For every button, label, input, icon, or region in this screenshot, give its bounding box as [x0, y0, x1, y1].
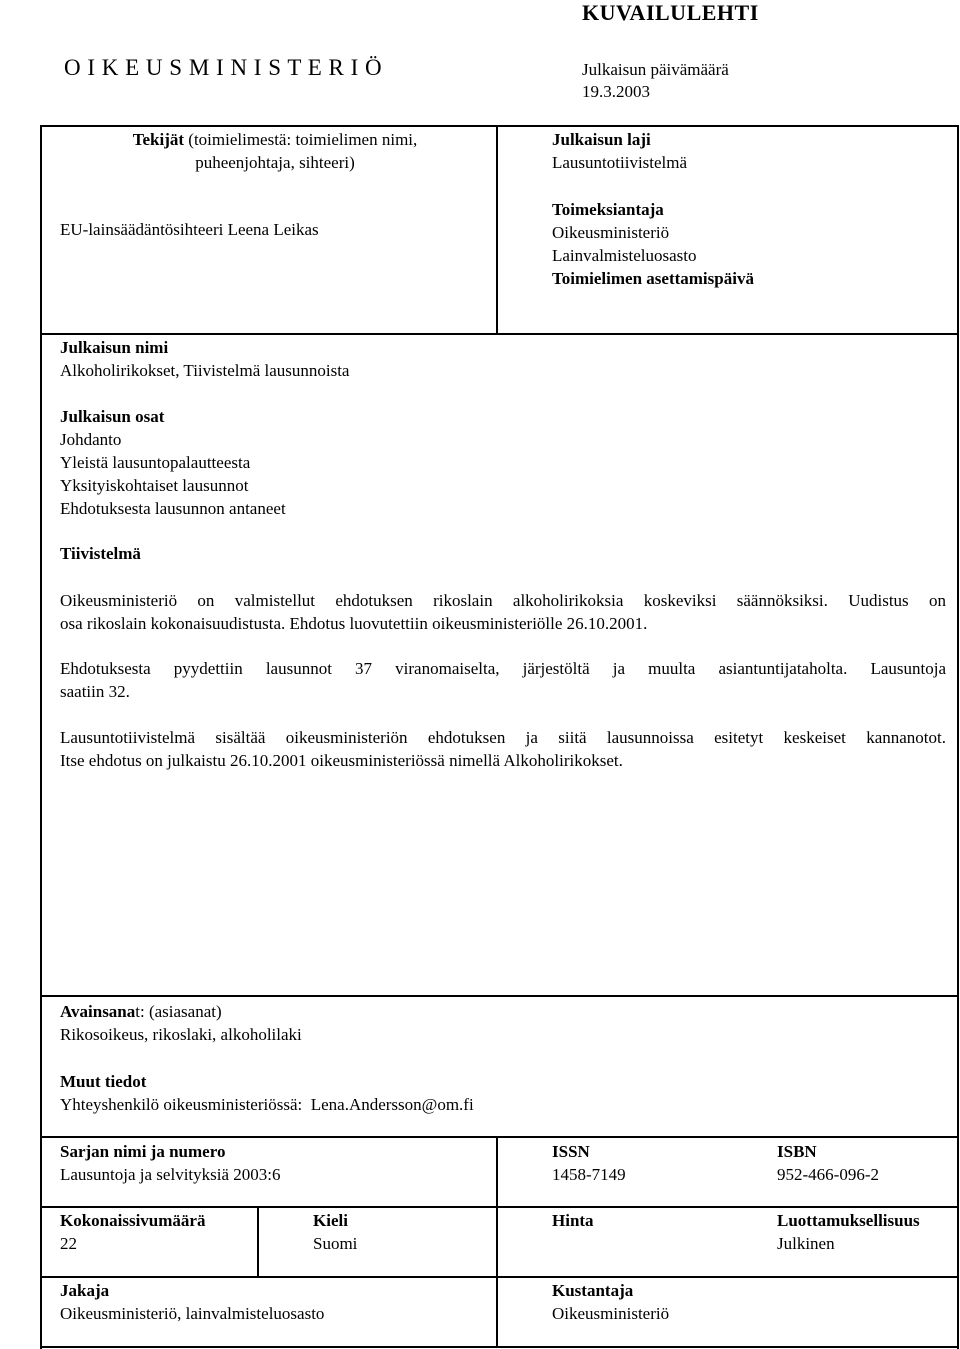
- publication-part-item: Johdanto: [60, 430, 122, 449]
- ministry-name: O I K E U S M I N I S T E R I Ö: [64, 55, 383, 80]
- isbn-label: ISBN: [777, 1142, 817, 1161]
- publication-name-label: Julkaisun nimi: [60, 338, 169, 357]
- publication-part-item: Yleistä lausuntopalautteesta: [60, 453, 251, 472]
- form-title: KUVAILULEHTI: [582, 0, 759, 25]
- right-border: [957, 125, 959, 1349]
- publication-type-value: Lausuntotiivistelmä: [552, 153, 688, 172]
- distributor-value: Oikeusministeriö, lainvalmisteluosasto: [60, 1304, 325, 1323]
- right-top-border: [496, 125, 958, 127]
- publisher-value: Oikeusministeriö: [552, 1304, 670, 1323]
- commissioner-line2: Lainvalmisteluosasto: [552, 246, 697, 265]
- publication-parts-block: [60, 405, 286, 520]
- publication-name-value: Alkoholirikokset, Tiivistelmä lausunnoista: [60, 361, 350, 380]
- distributor-cell: [60, 1279, 324, 1325]
- summary-p1-line2: osa rikoslain kokonaisuudistusta. Ehdotus luovutettiin oikeusministeriölle 26.10.2001.: [60, 614, 648, 633]
- authors-value: EU-lainsäädäntösihteeri Leena Leikas: [60, 220, 319, 239]
- commissioner-line1: Oikeusministeriö: [552, 223, 670, 242]
- price-label: Hinta: [552, 1211, 594, 1230]
- header-bottom-border: [40, 333, 958, 335]
- appointment-date-label: Toimielimen asettamispäivä: [552, 269, 754, 288]
- publication-date: 19.3.2003: [582, 82, 650, 101]
- publication-type-label: Julkaisun laji: [552, 130, 651, 149]
- summary-p2-line1: Ehdotuksesta pyydettiin lausunnot 37 viranomaiselta, järjestöltä ja muulta asiantuntijataholta. Lausuntoja: [60, 659, 946, 678]
- confidentiality-value: Julkinen: [777, 1234, 835, 1253]
- publication-date-label: Julkaisun päivämäärä: [582, 60, 729, 79]
- keywords-block: [60, 1000, 302, 1046]
- series-bottom-border: [40, 1206, 958, 1208]
- other-info-value: Yhteyshenkilö oikeusministeriössä: Lena.Andersson@om.fi: [60, 1095, 474, 1114]
- price-cell: [552, 1209, 594, 1232]
- issn-cell: [552, 1140, 626, 1186]
- authors-label-bold: Tekijät: [132, 130, 185, 149]
- keywords-label-bold: Avainsana: [60, 1002, 136, 1021]
- summary-p1-line1: Oikeusministeriö on valmistellut ehdotuksen rikoslain alkoholirikoksia koskeviksi säännöksiksi. Uudistus on: [60, 591, 946, 610]
- summary-p2-line2: saatiin 32.: [60, 682, 130, 701]
- series-cell: [60, 1140, 281, 1186]
- publication-part-item: Ehdotuksesta lausunnon antaneet: [60, 499, 286, 518]
- left-border: [40, 125, 42, 1349]
- summary-p3-line2: Itse ehdotus on julkaistu 26.10.2001 oikeusministeriössä nimellä Alkoholirikokset.: [60, 751, 623, 770]
- other-info-label: Muut tiedot: [60, 1072, 147, 1091]
- publication-meta: [552, 128, 754, 290]
- language-label: Kieli: [313, 1211, 348, 1230]
- total-pages-value: 22: [60, 1234, 77, 1253]
- series-divider: [496, 1136, 498, 1346]
- authors-label-rest: (toimielimestä: toimielimen nimi,: [184, 130, 418, 149]
- language-cell: [313, 1209, 357, 1255]
- summary-p3-line1: Lausuntotiivistelmä sisältää oikeusministeriön ehdotuksen ja siitä lausunnoissa esitetyt keskeiset kannanotot.: [60, 728, 946, 747]
- keywords-label-rest: t: (asiasanat): [135, 1002, 222, 1021]
- commissioner-label: Toimeksiantaja: [552, 200, 664, 219]
- series-value: Lausuntoja ja selvityksiä 2003:6: [60, 1165, 281, 1184]
- publication-part-item: Yksityiskohtaiset lausunnot: [60, 476, 249, 495]
- other-info-block: [60, 1070, 474, 1116]
- publication-parts-label: Julkaisun osat: [60, 407, 165, 426]
- top-border: [40, 125, 498, 127]
- summary-label: Tiivistelmä: [60, 544, 141, 563]
- details-bottom-border: [40, 1276, 958, 1278]
- series-label: Sarjan nimi ja numero: [60, 1142, 226, 1161]
- header-divider: [496, 125, 498, 334]
- publisher-cell: [552, 1279, 669, 1325]
- language-value: Suomi: [313, 1234, 358, 1253]
- authors-label-line2: puheenjohtaja, sihteeri): [195, 153, 355, 172]
- issn-label: ISSN: [552, 1142, 590, 1161]
- publication-name-block: [60, 336, 349, 382]
- isbn-value: 952-466-096-2: [777, 1165, 879, 1184]
- total-pages-label: Kokonaissivumäärä: [60, 1211, 206, 1230]
- publisher-label: Kustantaja: [552, 1281, 634, 1300]
- bottom-border: [40, 1346, 958, 1348]
- authors-label: [60, 128, 490, 174]
- confidentiality-cell: [777, 1209, 920, 1255]
- isbn-cell: [777, 1140, 879, 1186]
- other-bottom-border: [40, 1136, 958, 1138]
- confidentiality-label: Luottamuksellisuus: [777, 1211, 920, 1230]
- distributor-label: Jakaja: [60, 1281, 110, 1300]
- total-pages-cell: [60, 1209, 205, 1255]
- summary-bottom-border: [40, 995, 958, 997]
- pages-language-divider: [257, 1206, 259, 1276]
- keywords-value: Rikosoikeus, rikoslaki, alkoholilaki: [60, 1025, 302, 1044]
- issn-value: 1458-7149: [552, 1165, 626, 1184]
